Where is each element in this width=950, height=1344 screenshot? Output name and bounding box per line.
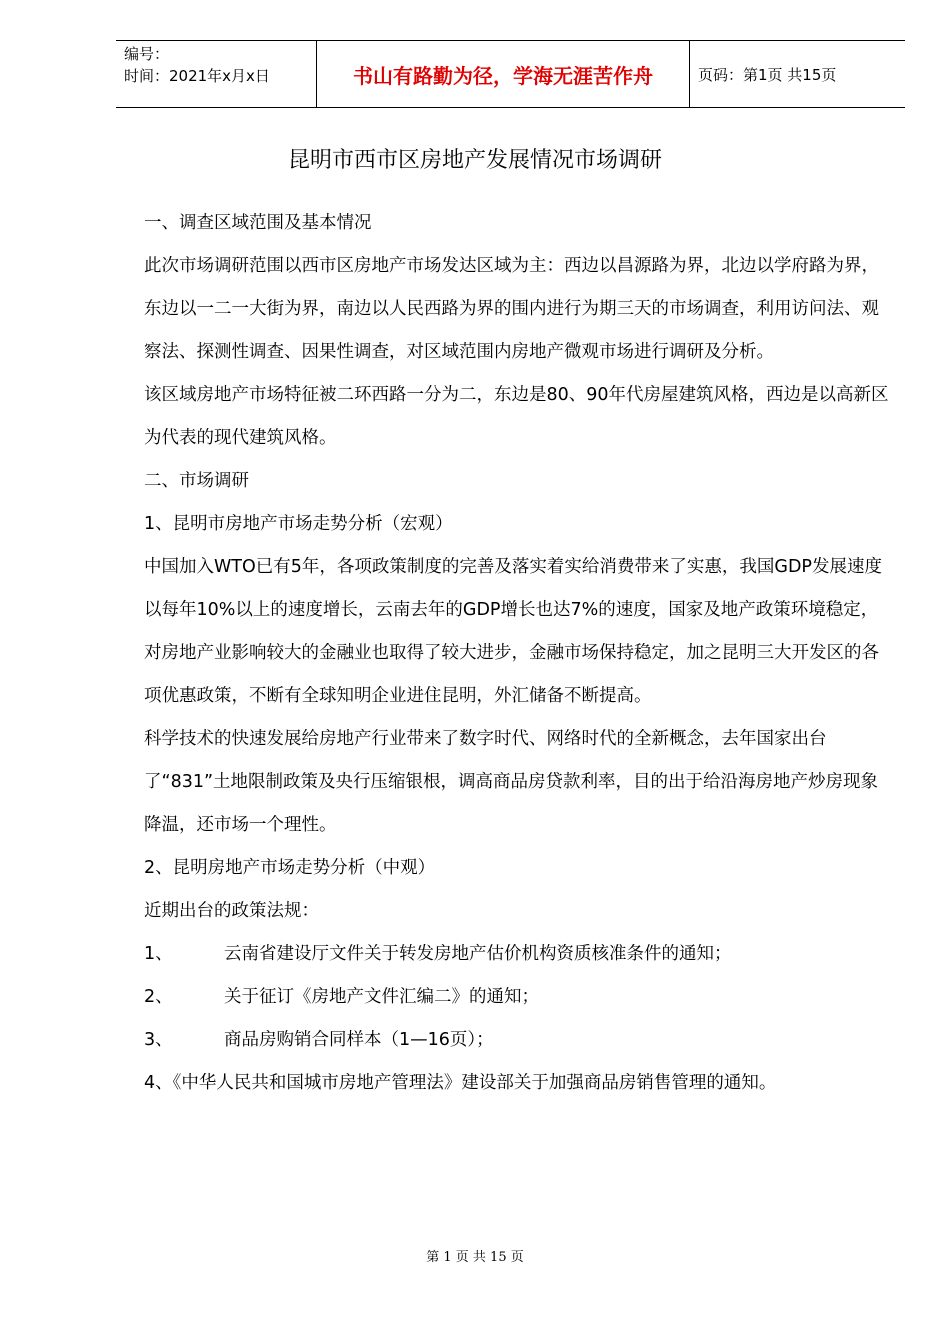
list-item [144, 933, 894, 976]
section-heading-2: 二、市场调研 [144, 471, 249, 491]
paragraph: 此次市场调研范围以西市区房地产市场发达区域为主：西边以昌源路为界，北边以学府路为界，东边以一二一大街为界，南边以人民西路为界的围内进行为期三天的市场调查，利用访问法、观察法、探测性调查、因果性调查，对区域范围内房地产微观市场进行调研及分析。 [144, 256, 879, 362]
page-footer: 第 1 页 共 15 页 [426, 1250, 524, 1265]
header-page-info: 页码：第1页 共15页 [698, 65, 837, 84]
header-table [116, 40, 905, 108]
document-title: 昆明市西市区房地产发展情况市场调研 [287, 148, 662, 173]
list-text: 云南省建设厅文件关于转发房地产估价机构资质核准条件的通知； [224, 944, 732, 964]
paragraph: 科学技术的快速发展给房地产行业带来了数字时代、网络时代的全新概念，去年国家出台了“831”土地限制政策及央行压缩银根，调高商品房贷款利率，目的出于给沿海房地产炒房现象降温，还市场一个理性。 [144, 729, 879, 835]
list-number: 3、 [144, 1030, 173, 1050]
list-text: 商品房购销合同样本（1—16页）； [224, 1030, 494, 1050]
paragraph: 中国加入WTO已有5年，各项政策制度的完善及落实着实给消费带来了实惠，我国GDP发展速度以每年10%以上的速度增长，云南去年的GDP增长也达7%的速度，国家及地产政策环境稳定，对房地产业影响较大的金融业也取得了较大进步，金融市场保持稳定，加之昆明三大开发区的各项优惠政策，不断有全球知明企业进住昆明，外汇储备不断提高。 [144, 557, 882, 706]
subsection-heading-2: 2、昆明房地产市场走势分析（中观） [144, 858, 436, 878]
document-time-label: 时间：2021年x月x日 [124, 67, 270, 85]
list-number: 1、 [144, 944, 173, 964]
list-item [144, 1019, 894, 1062]
list-text: 关于征订《房地产文件汇编二》的通知； [224, 987, 539, 1007]
header-motto: 书山有路勤为径，学海无涯苦作舟 [316, 41, 690, 107]
subsection-heading-1: 1、昆明市房地产市场走势分析（宏观） [144, 514, 453, 534]
list-number: 2、 [144, 987, 173, 1007]
section-heading-1: 一、调查区域范围及基本情况 [144, 213, 372, 233]
document-body [144, 202, 894, 1105]
document-number-label: 编号： [124, 45, 170, 63]
paragraph: 近期出台的政策法规： [144, 901, 319, 921]
header-meta [116, 41, 316, 107]
paragraph: 该区域房地产市场特征被二环西路一分为二，东边是80、90年代房屋建筑风格，西边是以高新区为代表的现代建筑风格。 [144, 385, 889, 448]
list-item-4: 4、《中华人民共和国城市房地产管理法》建设部关于加强商品房销售管理的通知。 [144, 1073, 777, 1093]
list-item [144, 976, 894, 1019]
